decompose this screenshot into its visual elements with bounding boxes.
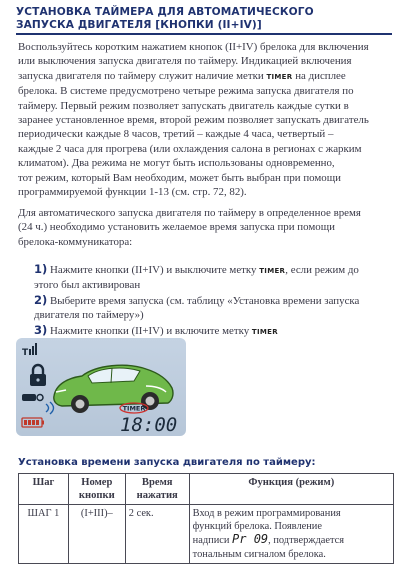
table-heading: Установка времени запуска двигателя по таймеру: bbox=[18, 457, 316, 468]
section-title-line-2: ЗАПУСКА ДВИГАТЕЛЯ [КНОПКИ (II+IV)] bbox=[16, 19, 262, 31]
header-text: Время bbox=[141, 477, 173, 488]
paragraph-text: на дисплее bbox=[292, 69, 346, 82]
display-code: Pr 09 bbox=[232, 532, 269, 547]
sound-waves-icon bbox=[46, 402, 54, 414]
lcd-illustration bbox=[16, 338, 186, 436]
timer-indicator bbox=[120, 403, 148, 413]
function-text: Вход в режим программирования bbox=[192, 508, 341, 519]
header-button-number bbox=[68, 474, 125, 505]
function-text: , подтверждается bbox=[268, 535, 345, 547]
paragraph-line: заранее установленное время, второй режим позволяет запускать двигатель bbox=[18, 114, 369, 127]
paragraph-line: Для автоматического запуска двигателя по таймеру в определенное время bbox=[18, 207, 361, 219]
lcd-clock-time: 18:00 bbox=[120, 414, 178, 436]
step-number: 2) bbox=[34, 292, 48, 307]
function-text: тональным сигналом брелока. bbox=[192, 548, 326, 560]
step-number: 1) bbox=[34, 262, 48, 276]
paragraph-text: запуска двигателя по таймеру служит наличие метки bbox=[18, 69, 267, 82]
paragraph-line: или выключения запуска двигателя по таймеру. Индикацией включения bbox=[18, 55, 352, 68]
function-text: функций брелока. Появление bbox=[192, 521, 322, 533]
battery-icon bbox=[22, 418, 44, 427]
header-text: кнопки bbox=[78, 490, 115, 501]
table-header-row bbox=[19, 474, 394, 505]
key-fob-lcd-display bbox=[16, 338, 186, 436]
table-row bbox=[19, 505, 394, 564]
cell-time: 2 сек. bbox=[125, 505, 189, 564]
cell-button: (I+III)– bbox=[68, 505, 125, 564]
lcd-timer-label: TIMER bbox=[122, 404, 146, 413]
function-text: надписи bbox=[192, 535, 233, 547]
title-underline bbox=[16, 33, 392, 35]
step-text: , если режим до bbox=[285, 264, 359, 276]
paragraph-line bbox=[18, 69, 388, 84]
paragraph-line: климатом). Два режима не могут быть использованы одновременно, bbox=[18, 157, 335, 170]
step-text: Выберите время запуска (см. таблицу «Установка времени запуска bbox=[50, 294, 360, 307]
paragraph-line: (24 ч.) необходимо установить желаемое время запуска при помощи bbox=[18, 221, 335, 234]
lock-icon bbox=[30, 365, 46, 386]
section-title bbox=[16, 6, 396, 32]
header-text: нажатия bbox=[136, 490, 178, 501]
header-step: Шаг bbox=[19, 474, 69, 505]
paragraph-line: программируемой функции 1-13 (см. стр. 72, 82). bbox=[18, 186, 247, 199]
remote-key-icon bbox=[22, 394, 43, 401]
step-number: 3) bbox=[34, 322, 48, 337]
section-title-line-1: УСТАНОВКА ТАЙМЕРА ДЛЯ АВТОМАТИЧЕСКОГО bbox=[16, 6, 314, 18]
header-text: Номер bbox=[81, 477, 113, 488]
step-text: Нажмите кнопки (II+IV) и выключите метку bbox=[50, 264, 260, 276]
paragraph-line: таймеру. Первый режим позволяет запускать двигатель каждые сутки в bbox=[18, 99, 349, 112]
header-function: Функция (режим) bbox=[189, 474, 393, 505]
cell-function bbox=[189, 505, 393, 564]
timer-label: TIMER bbox=[259, 267, 286, 275]
step-2 bbox=[34, 293, 394, 323]
header-press-time bbox=[125, 474, 189, 505]
instruction-steps bbox=[34, 262, 394, 339]
paragraph-line: периодически каждые 8 часов, третий – каждые 4 часа, четвертый – bbox=[18, 128, 334, 141]
step-text: Нажмите кнопки (II+IV) и включите метку bbox=[50, 324, 252, 337]
car-icon bbox=[54, 365, 173, 413]
paragraph-line: брелока. В системе предусмотрено четыре режима запуска двигателя по bbox=[18, 85, 354, 98]
paragraph-line: тот режим, который Вам необходим, может быть выбран при помощи bbox=[18, 171, 341, 184]
step-text-continued: этого был активирован bbox=[34, 279, 141, 292]
paragraph-line: Воспользуйтесь коротким нажатием кнопок (II+IV) брелока для включения bbox=[18, 41, 369, 53]
step-1 bbox=[34, 262, 394, 293]
intro-paragraph bbox=[18, 40, 388, 199]
timer-setup-table bbox=[18, 473, 394, 564]
timer-setup-paragraph bbox=[18, 206, 388, 249]
paragraph-line: брелока-коммуникатора: bbox=[18, 235, 133, 248]
step-text-continued: двигателя по таймеру») bbox=[34, 309, 144, 322]
svg-text:T: T bbox=[22, 348, 29, 358]
signal-strength-icon bbox=[22, 343, 37, 358]
timer-label: TIMER bbox=[251, 327, 278, 336]
paragraph-line: каждые 2 часа для прогрева (или охлаждения салона в регионах с жарким bbox=[18, 142, 362, 155]
step-3 bbox=[34, 323, 394, 339]
cell-step: ШАГ 1 bbox=[19, 505, 69, 564]
timer-label: TIMER bbox=[266, 72, 293, 81]
